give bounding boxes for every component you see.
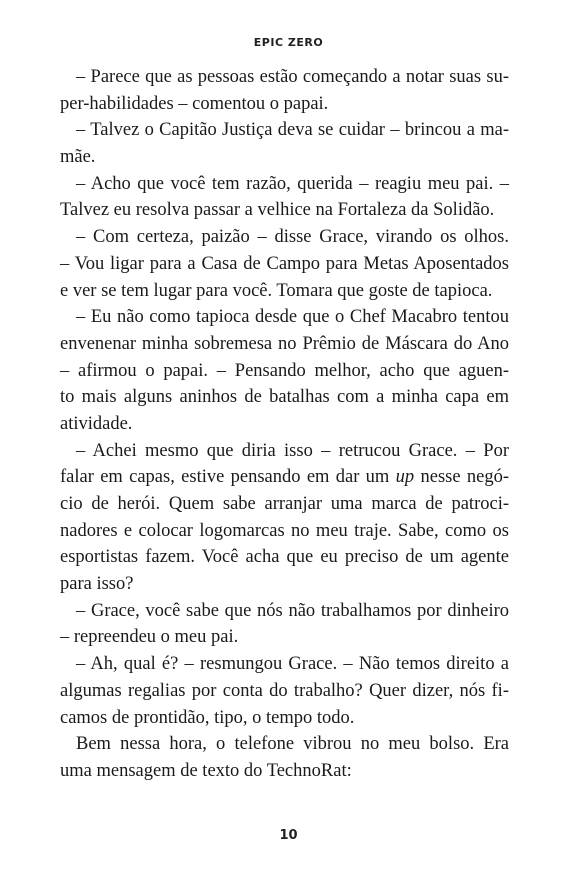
text-line: – Grace, você sabe que nós não trabalhamos por dinheiro [76, 600, 509, 621]
text-line: nadores e colocar logomarcas no meu traje. Sabe, como os [60, 520, 509, 541]
text-line: Bem nessa hora, o telefone vibrou no meu bolso. Era [76, 734, 509, 755]
text-line: mãe. [60, 147, 96, 168]
text-line: – Ah, qual é? – resmungou Grace. – Não temos direito a [76, 654, 509, 675]
text-line: camos de prontidão, tipo, o tempo todo. [60, 707, 355, 728]
text-line: – Talvez o Capitão Justiça deva se cuidar – brincou a ma- [76, 120, 509, 141]
text-line: – afirmou o papai. – Pensando melhor, acho que aguen- [60, 360, 509, 381]
text-line: – Vou ligar para a Casa de Campo para Metas Aposentados [60, 253, 509, 274]
text-segment: nesse negó- [414, 467, 509, 488]
text-line: per-habilidades – comentou o papai. [60, 93, 329, 114]
text-line: – Parece que as pessoas estão começando a notar suas su- [76, 67, 509, 87]
text-line: Talvez eu resolva passar a velhice na Fortaleza da Solidão. [60, 200, 495, 221]
text-line: atividade. [60, 413, 133, 434]
text-line: cio de herói. Quem sabe arranjar uma marca de patroci- [60, 494, 509, 514]
text-line: – Eu não como tapioca desde que o Chef Macabro tentou [76, 307, 509, 328]
text-segment: falar em capas, estive pensando em dar um [60, 467, 396, 488]
text-line: – Acho que você tem razão, querida – reagiu meu pai. – [76, 173, 509, 194]
running-head: EPIC ZERO [253, 36, 324, 49]
text-line: e ver se tem lugar para você. Tomara que goste de tapioca. [60, 280, 493, 301]
italic-word: up [395, 467, 415, 488]
text-line: algumas regalias por conta do trabalho? Quer dizer, nós fi- [60, 680, 509, 701]
text-line: para isso? [60, 574, 134, 595]
text-line [60, 464, 509, 491]
text-line: – Com certeza, paizão – disse Grace, virando os olhos. [76, 227, 509, 248]
text-line: uma mensagem de texto do TechnoRat: [60, 760, 352, 781]
text-line: – Achei mesmo que diria isso – retrucou Grace. – Por [76, 440, 509, 461]
text-line: envenenar minha sobremesa no Prêmio de Máscara do Ano [60, 333, 509, 354]
text-line: – repreendeu o meu pai. [60, 627, 239, 648]
body-text [60, 64, 509, 785]
page-number: 10 [279, 828, 298, 843]
text-line: to mais alguns aninhos de batalhas com a minha capa em [60, 387, 509, 408]
text-line: esportistas fazem. Você acha que eu preciso de um agente [60, 547, 509, 568]
